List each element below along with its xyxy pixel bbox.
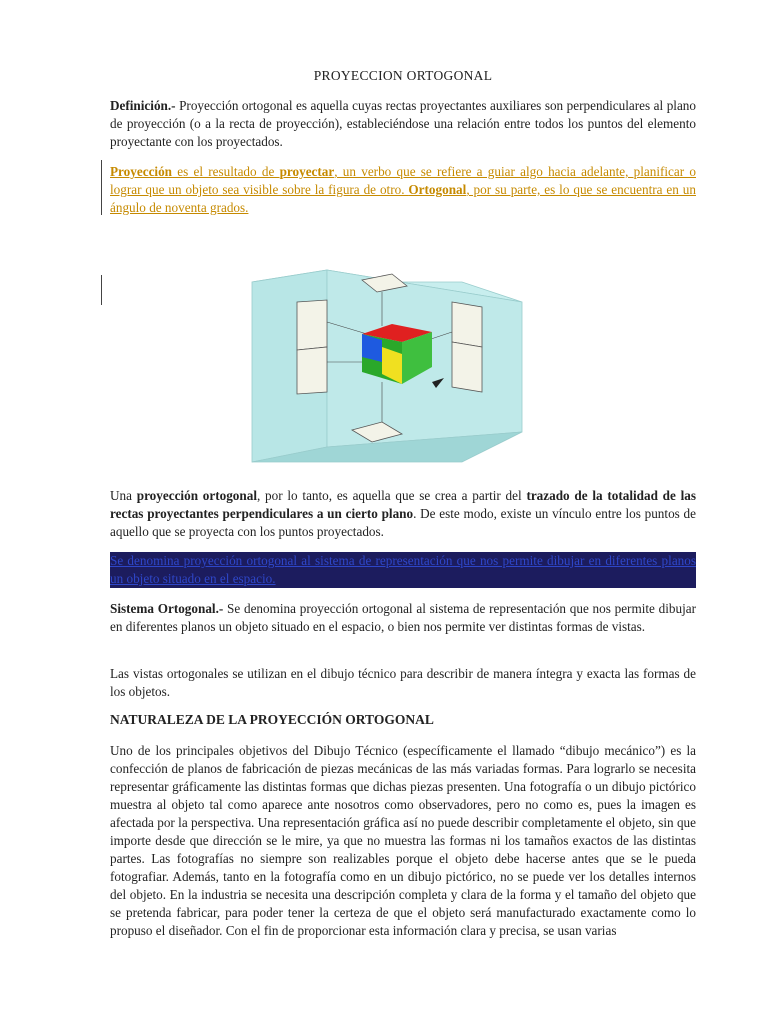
definition-text: Proyección ortogonal es aquella cuyas rectas proyectantes auxiliares son perpendiculares al plano de proyección (o a la recta de proyección), estableciéndose una relación entre todos los puntos del elemento proyectante con los proyectados. <box>110 98 696 149</box>
projection-link-paragraph[interactable] <box>110 163 696 217</box>
link-text[interactable]: , por su parte, es lo que se encuentra en un ángulo de noventa grados. <box>110 182 696 215</box>
bold-term: proyección ortogonal <box>136 488 257 503</box>
link-text[interactable]: , un verbo que se refiere a guiar algo hacia adelante, planificar o lograr que un objeto sea visible sobre la figura de otro. <box>110 164 696 197</box>
body-paragraph <box>110 600 696 636</box>
body-paragraph: Uno de los principales objetivos del Dibujo Técnico (específicamente el llamado “dibujo mecánico”) es la confección de planos de fabricación de piezas mecánicas de las más variadas formas. Para lograrlo se necesita representar gráficamente las distintas formas que dichas piezas presenten. Una fotografía o un dibujo pictórico muestra al objeto tal como aparece ante nosotros como observadores, pero no como es, pues la imagen es afectada por la perspectiva. Una representación gráfica así no puede describir completamente el objeto, sin que importe desde que dirección se le mire, ya que no muestra las formas ni los tamaños exactos de las distintas partes. Las fotografías no siempre son realizables porque el objeto debe hacerse antes que se le pueda fotografiar. Además, tanto en la fotografía como en un dibujo pictórico, no se puede ver los detalles internos del objeto. En la industria se necesita una descripción completa y clara de la forma y el tamaño del objeto que se pretenda fabricar, para poder tener la certeza de que el objeto será manufacturado exactamente como lo propuso el diseñador. Con el fin de proporcionar esta información clara y precisa, se usan varias <box>110 743 696 938</box>
link-word-proyeccion[interactable]: Proyección <box>110 164 173 179</box>
section-label: Sistema Ortogonal.- <box>110 601 224 616</box>
definition-label: Definición.- <box>110 98 176 113</box>
text-run: , por lo tanto, es aquella que se crea a partir del <box>257 488 527 503</box>
orthographic-projection-figure <box>232 262 532 472</box>
highlight-text-wrapper <box>110 552 696 588</box>
body-paragraph <box>110 487 696 541</box>
text-run: Una <box>110 488 137 503</box>
definition-paragraph <box>110 97 696 151</box>
link-word-ortogonal[interactable]: Ortogonal <box>408 182 467 197</box>
body-paragraph: Las vistas ortogonales se utilizan en el dibujo técnico para describir de manera íntegra y exacta las formas de los objetos. <box>110 666 696 699</box>
highlighted-paragraph <box>110 552 696 588</box>
change-bar <box>101 160 102 215</box>
change-bar <box>101 275 102 305</box>
bold-term: trazado de la totalidad de las rectas proyectantes perpendiculares a un cierto plano <box>110 488 697 521</box>
highlighted-text[interactable]: Se denomina proyección ortogonal al sistema de representación que nos permite dibujar en diferentes planos un objeto situado en el espacio. <box>110 553 696 586</box>
page-title: PROYECCION ORTOGONAL <box>313 68 493 83</box>
text-run: Se denomina proyección ortogonal al sistema de representación que nos permite dibujar en diferentes planos un objeto situado en el espacio, o bien nos permite ver distintas formas de vistas. <box>110 601 696 634</box>
link-word-proyectar[interactable]: proyectar <box>279 164 335 179</box>
link-text[interactable]: es el resultado de <box>172 164 280 179</box>
section-heading: NATURALEZA DE LA PROYECCIÓN ORTOGONAL <box>110 712 434 727</box>
text-run: . De este modo, existe un vínculo entre los puntos de aquello que se proyecta con los puntos proyectados. <box>110 506 696 539</box>
